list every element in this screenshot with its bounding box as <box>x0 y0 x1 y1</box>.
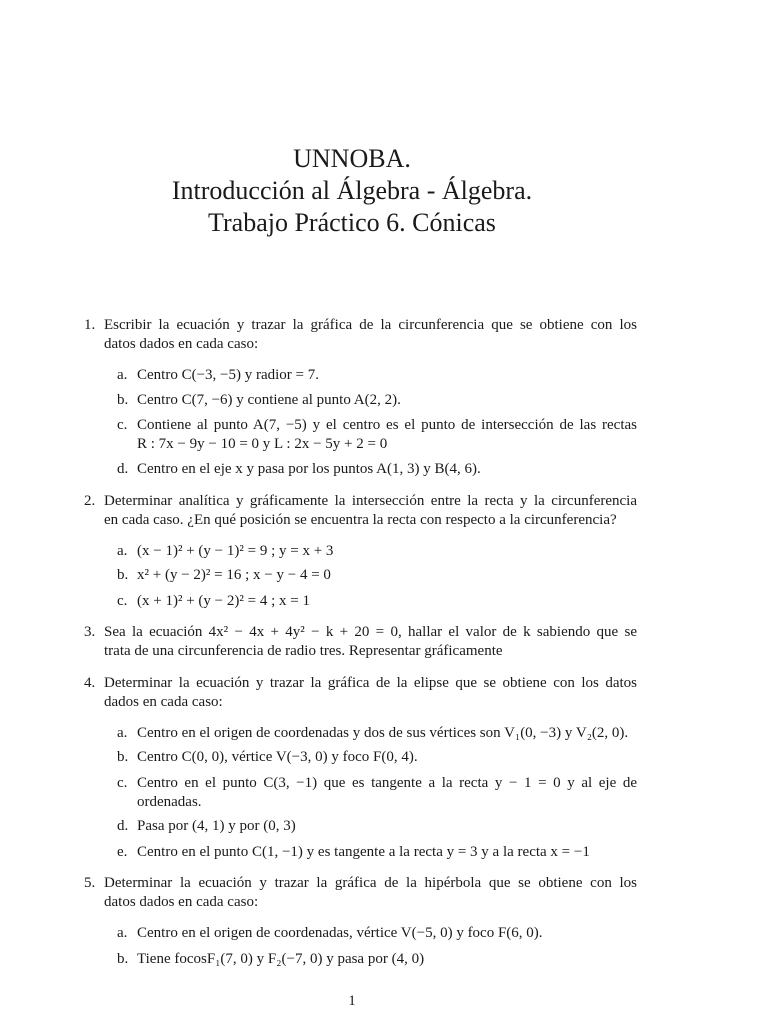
exercise-statement-line: Determinar analítica y gráficamente la intersección entre la recta y la circunferencia <box>104 493 637 509</box>
item-text-line: Tiene focosF₁(7, 0) y F₂(−7, 0) y pasa por (4, 0) <box>137 951 425 967</box>
document-title-institution: UNNOBA. <box>293 144 411 173</box>
item-label: e. <box>117 844 128 860</box>
exercise-statement-line: Determinar la ecuación y trazar la gráfica de la elipse que se obtiene con los datos <box>104 675 637 691</box>
item-text-line: Centro en el origen de coordenadas y dos de sus vértices son V₁(0, −3) y V₂(2, 0). <box>137 725 629 741</box>
exercise-number: 5. <box>84 875 96 891</box>
exercise-statement-line: Determinar la ecuación y trazar la gráfica de la hipérbola que se obtiene con los <box>104 875 637 891</box>
item-label: c. <box>117 417 128 433</box>
item-label: d. <box>117 818 129 834</box>
item-text-line: ordenadas. <box>137 794 202 810</box>
exercise-number: 1. <box>84 317 96 333</box>
exercise-statement-line: dados en cada caso: <box>104 694 223 710</box>
item-text-line: Centro en el origen de coordenadas, vértice V(−5, 0) y foco F(6, 0). <box>137 925 543 941</box>
document-title-assignment: Trabajo Práctico 6. Cónicas <box>208 208 496 237</box>
exercise-statement-line: en cada caso. ¿En qué posición se encuentra la recta con respecto a la circunferencia? <box>104 512 617 528</box>
item-text-line: Centro en el eje x y pasa por los puntos A(1, 3) y B(4, 6). <box>137 461 481 477</box>
item-text-line: Pasa por (4, 1) y por (0, 3) <box>137 818 296 834</box>
item-text-line: x² + (y − 2)² = 16 ; x − y − 4 = 0 <box>137 567 331 583</box>
item-text-line: (x − 1)² + (y − 1)² = 9 ; y = x + 3 <box>137 543 334 559</box>
exercise-statement-line: Sea la ecuación 4x² − 4x + 4y² − k + 20 = 0, hallar el valor de k sabiendo que se <box>104 624 637 640</box>
item-label: a. <box>117 367 128 383</box>
exercise-statement-line: datos dados en cada caso: <box>104 336 259 352</box>
exercise-statement-line: Escribir la ecuación y trazar la gráfica de la circunferencia que se obtiene con los <box>104 317 637 333</box>
page-number: 1 <box>348 993 356 1009</box>
exercise-statement-line: trata de una circunferencia de radio tres. Representar gráficamente <box>104 643 503 659</box>
item-label: a. <box>117 725 128 741</box>
exercise-statement-line: datos dados en cada caso: <box>104 894 259 910</box>
item-text-line: Centro C(7, −6) y contiene al punto A(2, 2). <box>137 392 401 408</box>
item-label: b. <box>117 567 129 583</box>
item-label: b. <box>117 392 129 408</box>
item-label: c. <box>117 593 128 609</box>
item-text-line: Centro en el punto C(3, −1) que es tangente a la recta y − 1 = 0 y al eje de <box>137 775 637 791</box>
item-label: c. <box>117 775 128 791</box>
item-label: a. <box>117 925 128 941</box>
item-text-line: (x + 1)² + (y − 2)² = 4 ; x = 1 <box>137 593 310 609</box>
exercise-number: 2. <box>84 493 96 509</box>
item-text-line: Centro en el punto C(1, −1) y es tangente a la recta y = 3 y a la recta x = −1 <box>137 844 590 860</box>
item-label: a. <box>117 543 128 559</box>
exercise-number: 4. <box>84 675 96 691</box>
exercise-number: 3. <box>84 624 96 640</box>
item-text-line: Centro C(−3, −5) y radior = 7. <box>137 367 320 383</box>
item-label: d. <box>117 461 129 477</box>
item-label: b. <box>117 951 129 967</box>
item-text-line: Centro C(0, 0), vértice V(−3, 0) y foco F(0, 4). <box>137 749 418 765</box>
item-text-line: Contiene al punto A(7, −5) y el centro es el punto de intersección de las rectas <box>137 417 637 433</box>
item-label: b. <box>117 749 129 765</box>
document-title-course: Introducción al Álgebra - Álgebra. <box>171 176 533 205</box>
item-text-line: R : 7x − 9y − 10 = 0 y L : 2x − 5y + 2 = 0 <box>137 436 388 452</box>
